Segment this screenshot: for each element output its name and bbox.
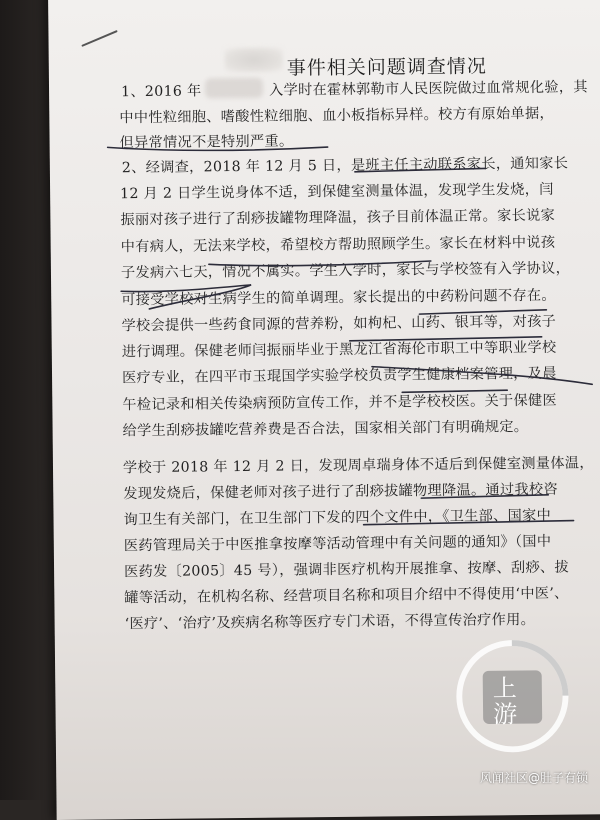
text-line-12: 医疗专业，在四平市玉琨国学实验学校负责学生健康档案管理，及晨 xyxy=(121,365,557,387)
handwritten-underlines xyxy=(100,134,600,609)
text-line-4: 2、经调查，2018 年 12 月 5 日，是班主任主动联系家长，通知家长 xyxy=(121,155,569,177)
text-line-20: 罐等活动，在机构名称、经营项目名称和项目介绍中不得使用‘中医’、 xyxy=(124,585,569,607)
text-line-3: 但异常情况不是特别严重。 xyxy=(119,133,294,152)
text-line-14: 给学生刮痧拔罐吃营养费是否合法，国家相关部门有明确规定。 xyxy=(122,418,529,440)
text-line-10: 学校会提供一些药食同源的营养粉，如枸杞、山药、银耳等，对孩子 xyxy=(121,313,557,335)
pen-stroke-mark xyxy=(80,29,120,49)
logo-text: 上游 xyxy=(488,675,517,728)
text-line-16: 发现发烧后，保健老师对孩子进行了刮痧拔罐物理降温。通过我校咨 xyxy=(123,481,558,503)
text-line-9: 可接受学校对生病学生的简单调理。家长提出的中药粉问题不存在。 xyxy=(121,287,556,309)
text-line-21: ‘医疗’、‘治疗’及疾病名称等医疗专门术语，不得宣传治疗作用。 xyxy=(124,611,536,633)
text-line-18: 医药管理局关于中医推拿按摩等活动管理中有关问题的通知》（国中 xyxy=(123,533,552,555)
watermark-text: 风闻社区@肚子有锁 xyxy=(479,771,588,785)
text-line-1b: 入学时在霍林郭勒市人民医院做过血常规化验，其 xyxy=(268,79,588,99)
text-line-1a: 1、2016 年 xyxy=(120,83,202,101)
text-line-19: 医药发〔2005〕45 号），强调非医疗机构开展推拿、按摩、刮痧、拔 xyxy=(124,559,570,581)
redacted-name-blur-2 xyxy=(205,78,263,99)
text-line-5: 12 月 2 日学生说身体不适，到保健室测量体温，发现学生发烧，闫 xyxy=(120,181,554,203)
text-line-17: 询卫生有关部门，在卫生部门下发的四个文件中，《卫生部、国家中 xyxy=(123,507,552,529)
text-line-15: 学校于 2018 年 12 月 2 日，发现周卓瑞身体不适后到保健室测量体温， xyxy=(122,455,594,477)
text-line-13: 午检记录和相关传染病预防宣传工作，并不是学校校医。关于保健医 xyxy=(122,392,558,414)
text-line-7: 中有病人，无法来学校，希望校方帮助照顾学生。家长在材料中说孩 xyxy=(120,234,556,256)
document-paper xyxy=(48,0,600,820)
text-line-11: 进行调理。保健老师闫振丽毕业于黑龙江省海伦市职工中等职业学校 xyxy=(121,339,557,361)
text-line-8: 子发病六七天，情况不属实。学生入学时，家长与学校签有入学协议， xyxy=(120,260,571,282)
redacted-name-blur xyxy=(225,48,283,73)
document-title: 事件相关问题调查情况 xyxy=(286,55,487,80)
text-line-6: 振丽对孩子进行了刮痧拔罐物理降温，孩子目前体温正常。家长说家 xyxy=(120,207,556,229)
text-line-2: 中中性粒细胞、嗜酸性粒细胞、血小板指标异样。校方有原始单据， xyxy=(119,105,555,127)
